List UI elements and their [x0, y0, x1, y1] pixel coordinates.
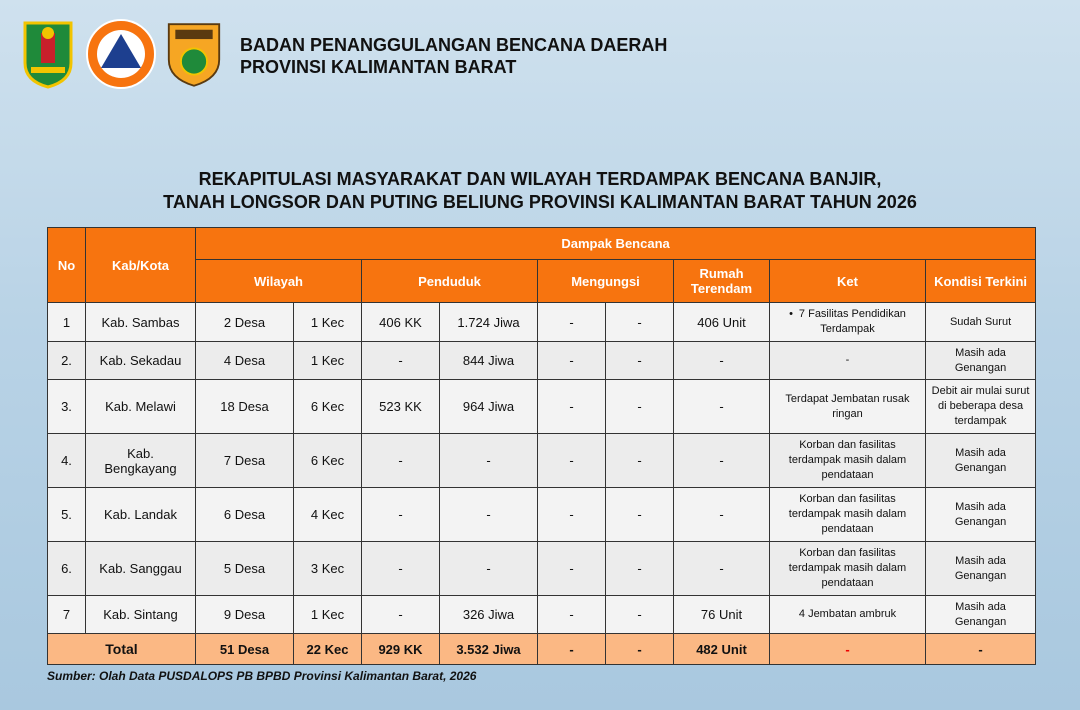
provincial-crest-icon: [20, 18, 76, 90]
cell-kk: -: [362, 434, 440, 488]
org-line-2: PROVINSI KALIMANTAN BARAT: [240, 57, 517, 77]
cell-kondisi: Masih ada Genangan: [926, 434, 1036, 488]
cell-ket: Korban dan fasilitas terdampak masih dalam pendataan: [770, 542, 926, 596]
cell-kec: 1 Kec: [294, 303, 362, 342]
cell-m2: -: [606, 542, 674, 596]
cell-m2: -: [606, 596, 674, 634]
cell-no: 7: [48, 596, 86, 634]
cell-no: 4.: [48, 434, 86, 488]
table-row: [48, 542, 1036, 596]
cell-m2: -: [606, 303, 674, 342]
cell-jiwa: -: [440, 434, 538, 488]
total-row: [48, 634, 1036, 665]
cell-m2: -: [606, 434, 674, 488]
cell-rumah: -: [674, 434, 770, 488]
cell-jiwa: -: [440, 542, 538, 596]
cell-desa: 6 Desa: [196, 488, 294, 542]
cell-jiwa: 326 Jiwa: [440, 596, 538, 634]
cell-m2: -: [606, 342, 674, 380]
bpbd-triangle-logo-icon: [84, 18, 158, 90]
cell-rumah: 406 Unit: [674, 303, 770, 342]
cell-kondisi: Masih ada Genangan: [926, 342, 1036, 380]
title-line-2: TANAH LONGSOR DAN PUTING BELIUNG PROVINSI KALIMANTAN BARAT TAHUN 2026: [163, 192, 917, 212]
header-ket: Ket: [770, 260, 926, 303]
total-ket: -: [770, 634, 926, 665]
pusdalops-logo-icon: [166, 18, 222, 90]
cell-ket: -: [770, 342, 926, 380]
total-desa: 51 Desa: [196, 634, 294, 665]
title-line-1: REKAPITULASI MASYARAKAT DAN WILAYAH TERDAMPAK BENCANA BANJIR,: [198, 169, 882, 189]
cell-rumah: -: [674, 342, 770, 380]
cell-jiwa: 964 Jiwa: [440, 380, 538, 434]
logo-group: [20, 18, 222, 90]
cell-kondisi: Debit air mulai surut di beberapa desa terdampak: [926, 380, 1036, 434]
org-line-1: BADAN PENANGGULANGAN BENCANA DAERAH: [240, 35, 668, 55]
cell-jiwa: 844 Jiwa: [440, 342, 538, 380]
cell-kondisi: Sudah Surut: [926, 303, 1036, 342]
header-wilayah: Wilayah: [196, 260, 362, 303]
header-mengungsi: Mengungsi: [538, 260, 674, 303]
cell-no: 2.: [48, 342, 86, 380]
recap-table: [47, 227, 1036, 665]
page-title: [0, 168, 1080, 214]
cell-desa: 18 Desa: [196, 380, 294, 434]
header-kondisi: Kondisi Terkini: [926, 260, 1036, 303]
cell-desa: 4 Desa: [196, 342, 294, 380]
cell-kec: 3 Kec: [294, 542, 362, 596]
cell-kondisi: Masih ada Genangan: [926, 542, 1036, 596]
cell-no: 5.: [48, 488, 86, 542]
cell-m1: -: [538, 380, 606, 434]
cell-m1: -: [538, 596, 606, 634]
source-note: Sumber: Olah Data PUSDALOPS PB BPBD Provinsi Kalimantan Barat, 2026: [47, 669, 477, 683]
total-kec: 22 Kec: [294, 634, 362, 665]
cell-desa: 5 Desa: [196, 542, 294, 596]
cell-ket: Korban dan fasilitas terdampak masih dalam pendataan: [770, 434, 926, 488]
table-row: [48, 596, 1036, 634]
cell-desa: 9 Desa: [196, 596, 294, 634]
ket-bullet-text: • 7 Fasilitas Pendidikan Terdampak: [789, 308, 906, 335]
total-mengungsi-1: -: [538, 634, 606, 665]
total-kondisi: -: [926, 634, 1036, 665]
cell-rumah: -: [674, 488, 770, 542]
cell-m1: -: [538, 488, 606, 542]
cell-kk: -: [362, 542, 440, 596]
cell-kec: 4 Kec: [294, 488, 362, 542]
header-kab: Kab/Kota: [86, 228, 196, 303]
cell-rumah: -: [674, 380, 770, 434]
cell-jiwa: -: [440, 488, 538, 542]
cell-kec: 1 Kec: [294, 596, 362, 634]
cell-ket: [770, 303, 926, 342]
cell-m1: -: [538, 342, 606, 380]
total-rumah: 482 Unit: [674, 634, 770, 665]
cell-rumah: 76 Unit: [674, 596, 770, 634]
cell-rumah: -: [674, 542, 770, 596]
cell-m2: -: [606, 488, 674, 542]
cell-m1: -: [538, 542, 606, 596]
cell-jiwa: 1.724 Jiwa: [440, 303, 538, 342]
header-rumah: Rumah Terendam: [674, 260, 770, 303]
cell-m1: -: [538, 303, 606, 342]
total-label: Total: [48, 634, 196, 665]
cell-kec: 1 Kec: [294, 342, 362, 380]
cell-kk: 406 KK: [362, 303, 440, 342]
table-row: [48, 342, 1036, 380]
cell-no: 3.: [48, 380, 86, 434]
cell-kab: Kab. Sambas: [86, 303, 196, 342]
organization-name: [240, 34, 667, 78]
cell-desa: 2 Desa: [196, 303, 294, 342]
cell-kondisi: Masih ada Genangan: [926, 596, 1036, 634]
cell-kk: -: [362, 488, 440, 542]
cell-ket: Terdapat Jembatan rusak ringan: [770, 380, 926, 434]
cell-desa: 7 Desa: [196, 434, 294, 488]
cell-kec: 6 Kec: [294, 380, 362, 434]
cell-kk: 523 KK: [362, 380, 440, 434]
table-row: [48, 380, 1036, 434]
cell-kondisi: Masih ada Genangan: [926, 488, 1036, 542]
cell-kk: -: [362, 342, 440, 380]
cell-kab: Kab. Sanggau: [86, 542, 196, 596]
cell-kec: 6 Kec: [294, 434, 362, 488]
cell-ket: Korban dan fasilitas terdampak masih dalam pendataan: [770, 488, 926, 542]
header-dampak: Dampak Bencana: [196, 228, 1036, 260]
cell-no: 6.: [48, 542, 86, 596]
table-row: [48, 488, 1036, 542]
table-row: [48, 303, 1036, 342]
cell-kab: Kab. Sekadau: [86, 342, 196, 380]
cell-m1: -: [538, 434, 606, 488]
cell-kab: Kab. Landak: [86, 488, 196, 542]
total-mengungsi-2: -: [606, 634, 674, 665]
total-jiwa: 3.532 Jiwa: [440, 634, 538, 665]
header-no: No: [48, 228, 86, 303]
cell-kab: Kab. Sintang: [86, 596, 196, 634]
header-penduduk: Penduduk: [362, 260, 538, 303]
table-row: [48, 434, 1036, 488]
cell-kab: Kab. Bengkayang: [86, 434, 196, 488]
cell-m2: -: [606, 380, 674, 434]
total-kk: 929 KK: [362, 634, 440, 665]
cell-kk: -: [362, 596, 440, 634]
cell-kab: Kab. Melawi: [86, 380, 196, 434]
cell-no: 1: [48, 303, 86, 342]
cell-ket: 4 Jembatan ambruk: [770, 596, 926, 634]
